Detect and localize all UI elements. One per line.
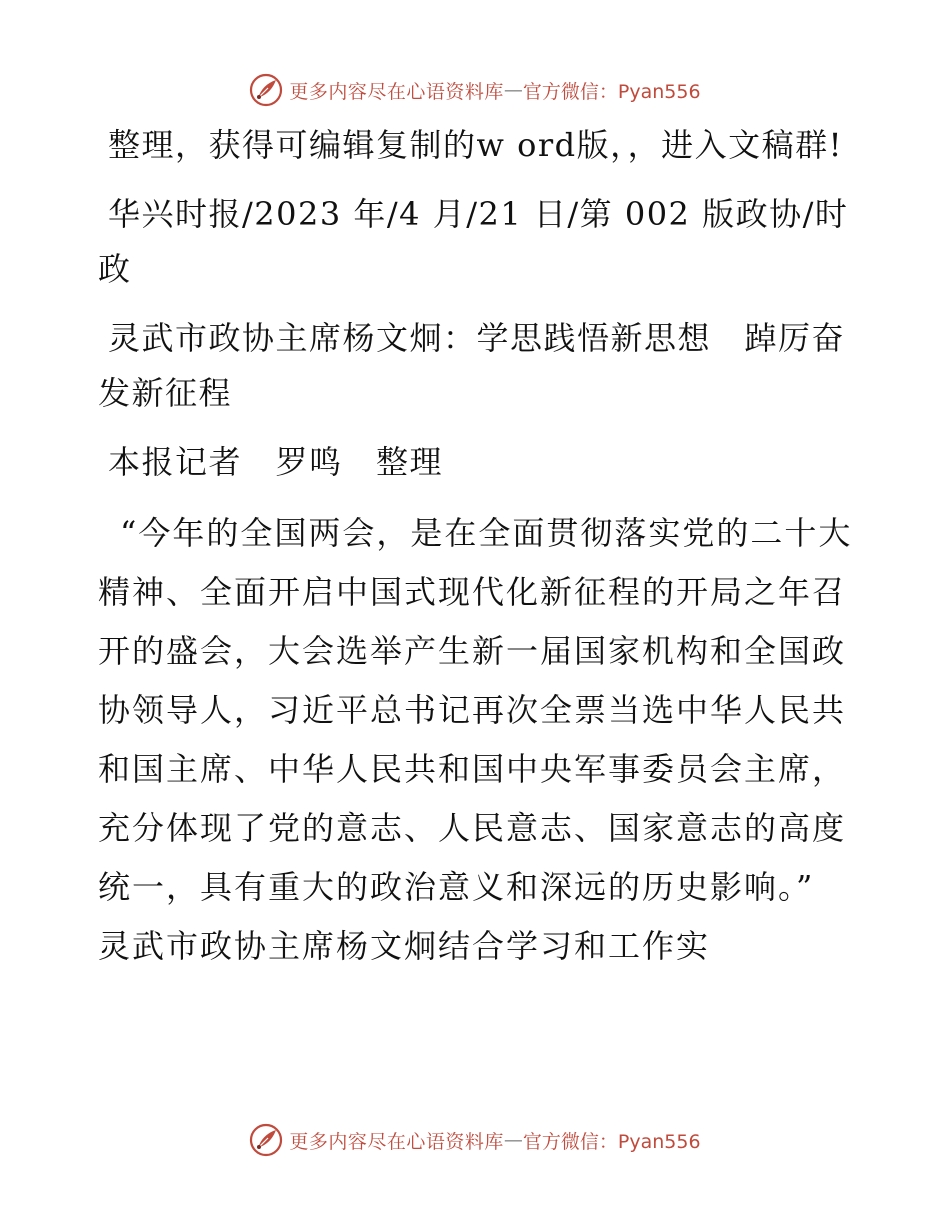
body-paragraph: “今年的全国两会，是在全面贯彻落实党的二十大精神、全面开启中国式现代化新征程的开局之年召开的盛会，大会选举产生新一届国家机构和全国政协领导人，习近平总书记再次全票当选中华人民共和国主席、中华人民共和国中央军事委员会主席，充分体现了党的意志、人民意志、国家意志的高度统一，具有重大的政治意义和深远的历史影响。” 灵武市政协主席杨文炯结合学习和工作实 xyxy=(98,514,853,965)
feather-pen-logo-icon xyxy=(249,73,283,107)
byline: 本报记者 罗鸣 整理 xyxy=(108,443,444,481)
banner-dash: — xyxy=(503,79,523,101)
intro-line: 整理，获得可编辑复制的w ord版，，进入文稿群! xyxy=(108,126,843,164)
footer-banner xyxy=(0,1120,950,1160)
header-banner xyxy=(0,70,950,110)
banner-wechat: 官方微信：Pyan556 xyxy=(522,80,701,103)
banner-text: 更多内容尽在心语资料库 xyxy=(289,80,504,103)
feather-pen-logo-icon xyxy=(249,1123,283,1157)
document-body xyxy=(98,118,858,990)
banner-text: 更多内容尽在心语资料库 xyxy=(289,1130,504,1153)
source-line: 华兴时报/2023 年/4 月/21 日/第 002 版政协/时政 xyxy=(98,195,849,288)
article-title: 灵武市政协主席杨文炯：学思践悟新思想 踔厉奋发新征程 xyxy=(98,319,846,412)
banner-dash: — xyxy=(503,1129,523,1151)
banner-wechat: 官方微信：Pyan556 xyxy=(522,1130,701,1153)
